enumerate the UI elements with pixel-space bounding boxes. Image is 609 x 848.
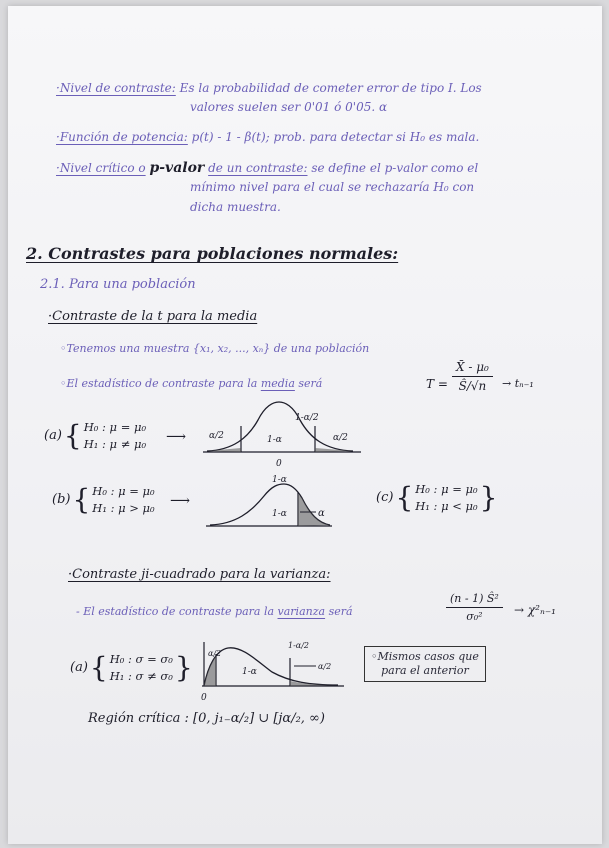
t-stat-underlined: media (260, 377, 295, 390)
chi-left-tail-label: α/2 (208, 649, 222, 658)
t-sample-line: ◦Tenemos una muestra {x₁, x₂, ..., xₙ} de una población (60, 342, 370, 355)
t-case-b-h0: H₀ : μ = μ₀ (92, 484, 155, 498)
nivel-contraste-line2: valores suelen ser 0'01 ó 0'05. α (190, 100, 388, 114)
subsection-heading: 2.1. Para una población (40, 277, 196, 292)
b-tail-label: α (318, 508, 325, 519)
chi-note-line2: para el anterior (381, 663, 469, 677)
chi-right-tail-label: α/2 (318, 662, 332, 671)
a-zero-label: 0 (276, 459, 282, 469)
t-stat-prefix: ◦El estadístico de contraste para la (60, 377, 258, 390)
chi-note-line1: ◦Mismos casos que (371, 650, 479, 663)
t-case-a (44, 420, 146, 451)
t-case-b-label: (b) (52, 492, 71, 507)
t-case-a-label: (a) (44, 428, 62, 443)
chi-left-tail-area (204, 656, 216, 686)
chi-stat-underlined: varianza (277, 605, 326, 618)
a-right-top-label: 1-α/2 (295, 413, 319, 423)
pvalor-term: p-valor (149, 160, 205, 176)
t-case-a-brace: { (63, 418, 82, 452)
chi-case-a-brace: { (89, 650, 108, 684)
a-right-tail-label: α/2 (333, 433, 348, 443)
t-stat-line (60, 378, 322, 389)
chi-formula-dist: → χ²ₙ₋₁ (514, 603, 556, 617)
chi-case-a (70, 652, 193, 683)
chi-critical-region: Región crítica : [0, j₁₋α/₂] ∪ [jα/₂, ∞) (88, 711, 325, 726)
t-formula-numerator: X̄ - μ₀ (452, 360, 493, 377)
t-stat-suffix: será (298, 377, 323, 390)
t-case-b (52, 484, 155, 515)
chi-two-tailed-plot (198, 636, 348, 702)
nivel-critico-def1: se define el p-valor como el (311, 161, 479, 175)
chi-center-label: 1-α (242, 667, 257, 677)
t-case-c-brace: { (395, 480, 414, 514)
t-formula-dist: → tₙ₋₁ (502, 377, 534, 390)
b-top-label: 1-α (272, 475, 287, 485)
nivel-critico-tail: de un contraste: (208, 161, 308, 175)
t-case-b-brace: { (72, 482, 91, 516)
t-case-c-brace-close: } (479, 480, 498, 514)
a-left-tail-label: α/2 (209, 431, 224, 441)
nivel-contraste-text: Es la probabilidad de cometer error de tipo I. Los (179, 81, 482, 95)
funcion-potencia-text: p(t) - 1 - β(t); prob. para detectar si H₀ es mala. (191, 130, 480, 144)
funcion-potencia-label: ·Función de potencia: (56, 130, 188, 144)
chi-formula-numerator: (n - 1) Ŝ² (446, 592, 503, 608)
nivel-critico-line2: mínimo nivel para el cual se rechazaría H₀ con (190, 180, 475, 194)
a-center-label: 1-α (267, 435, 282, 445)
chi-test-title: ·Contraste ji-cuadrado para la varianza: (68, 567, 331, 582)
nivel-critico-line1 (56, 161, 478, 175)
section-heading: 2. Contrastes para poblaciones normales: (26, 244, 399, 263)
chi-case-a-label: (a) (70, 660, 88, 675)
nivel-contraste-line1 (56, 82, 482, 94)
t-case-b-arrow: ⟶ (170, 493, 191, 509)
nivel-critico-label: ·Nivel crítico o (56, 161, 146, 175)
chi-formula-fraction (446, 592, 503, 623)
chi-stat-suffix: será (328, 605, 353, 618)
t-case-a-h1: H₁ : μ ≠ μ₀ (83, 437, 147, 451)
chi-stat-prefix: - El estadístico de contraste para la (76, 605, 275, 618)
t-case-c-label: (c) (376, 490, 394, 505)
nivel-critico-line3: dicha muestra. (190, 200, 281, 214)
t-formula-fraction (452, 360, 493, 393)
t-case-a-arrow: ⟶ (166, 429, 187, 445)
b-center-label: 1-α (272, 509, 287, 519)
t-two-tailed-plot (203, 398, 363, 470)
t-case-c-h0: H₀ : μ = μ₀ (415, 482, 478, 496)
chi-formula-denominator: σ₀² (466, 610, 483, 623)
funcion-potencia-line (56, 131, 479, 143)
t-right-tailed-plot (206, 476, 336, 532)
t-case-c-h1: H₁ : μ < μ₀ (415, 499, 478, 513)
t-test-title: ·Contraste de la t para la media (48, 309, 258, 324)
t-case-c (376, 482, 497, 513)
nivel-contraste-label: ·Nivel de contraste: (56, 81, 176, 95)
t-case-b-h1: H₁ : μ > μ₀ (92, 501, 155, 515)
chi-case-a-h1: H₁ : σ ≠ σ₀ (109, 669, 173, 683)
chi-zero-label: 0 (201, 693, 207, 703)
chi-note-box (364, 646, 486, 682)
notebook-page (8, 6, 602, 844)
t-case-a-h0: H₀ : μ = μ₀ (83, 420, 147, 434)
chi-right-top-label: 1-α/2 (288, 641, 309, 650)
chi-stat-line (76, 606, 353, 617)
chi-case-a-h0: H₀ : σ = σ₀ (109, 652, 173, 666)
chi-case-a-brace-close: } (174, 650, 193, 684)
t-formula-denominator: Ŝ/√n (458, 379, 487, 393)
t-formula-label: T = (426, 377, 448, 391)
